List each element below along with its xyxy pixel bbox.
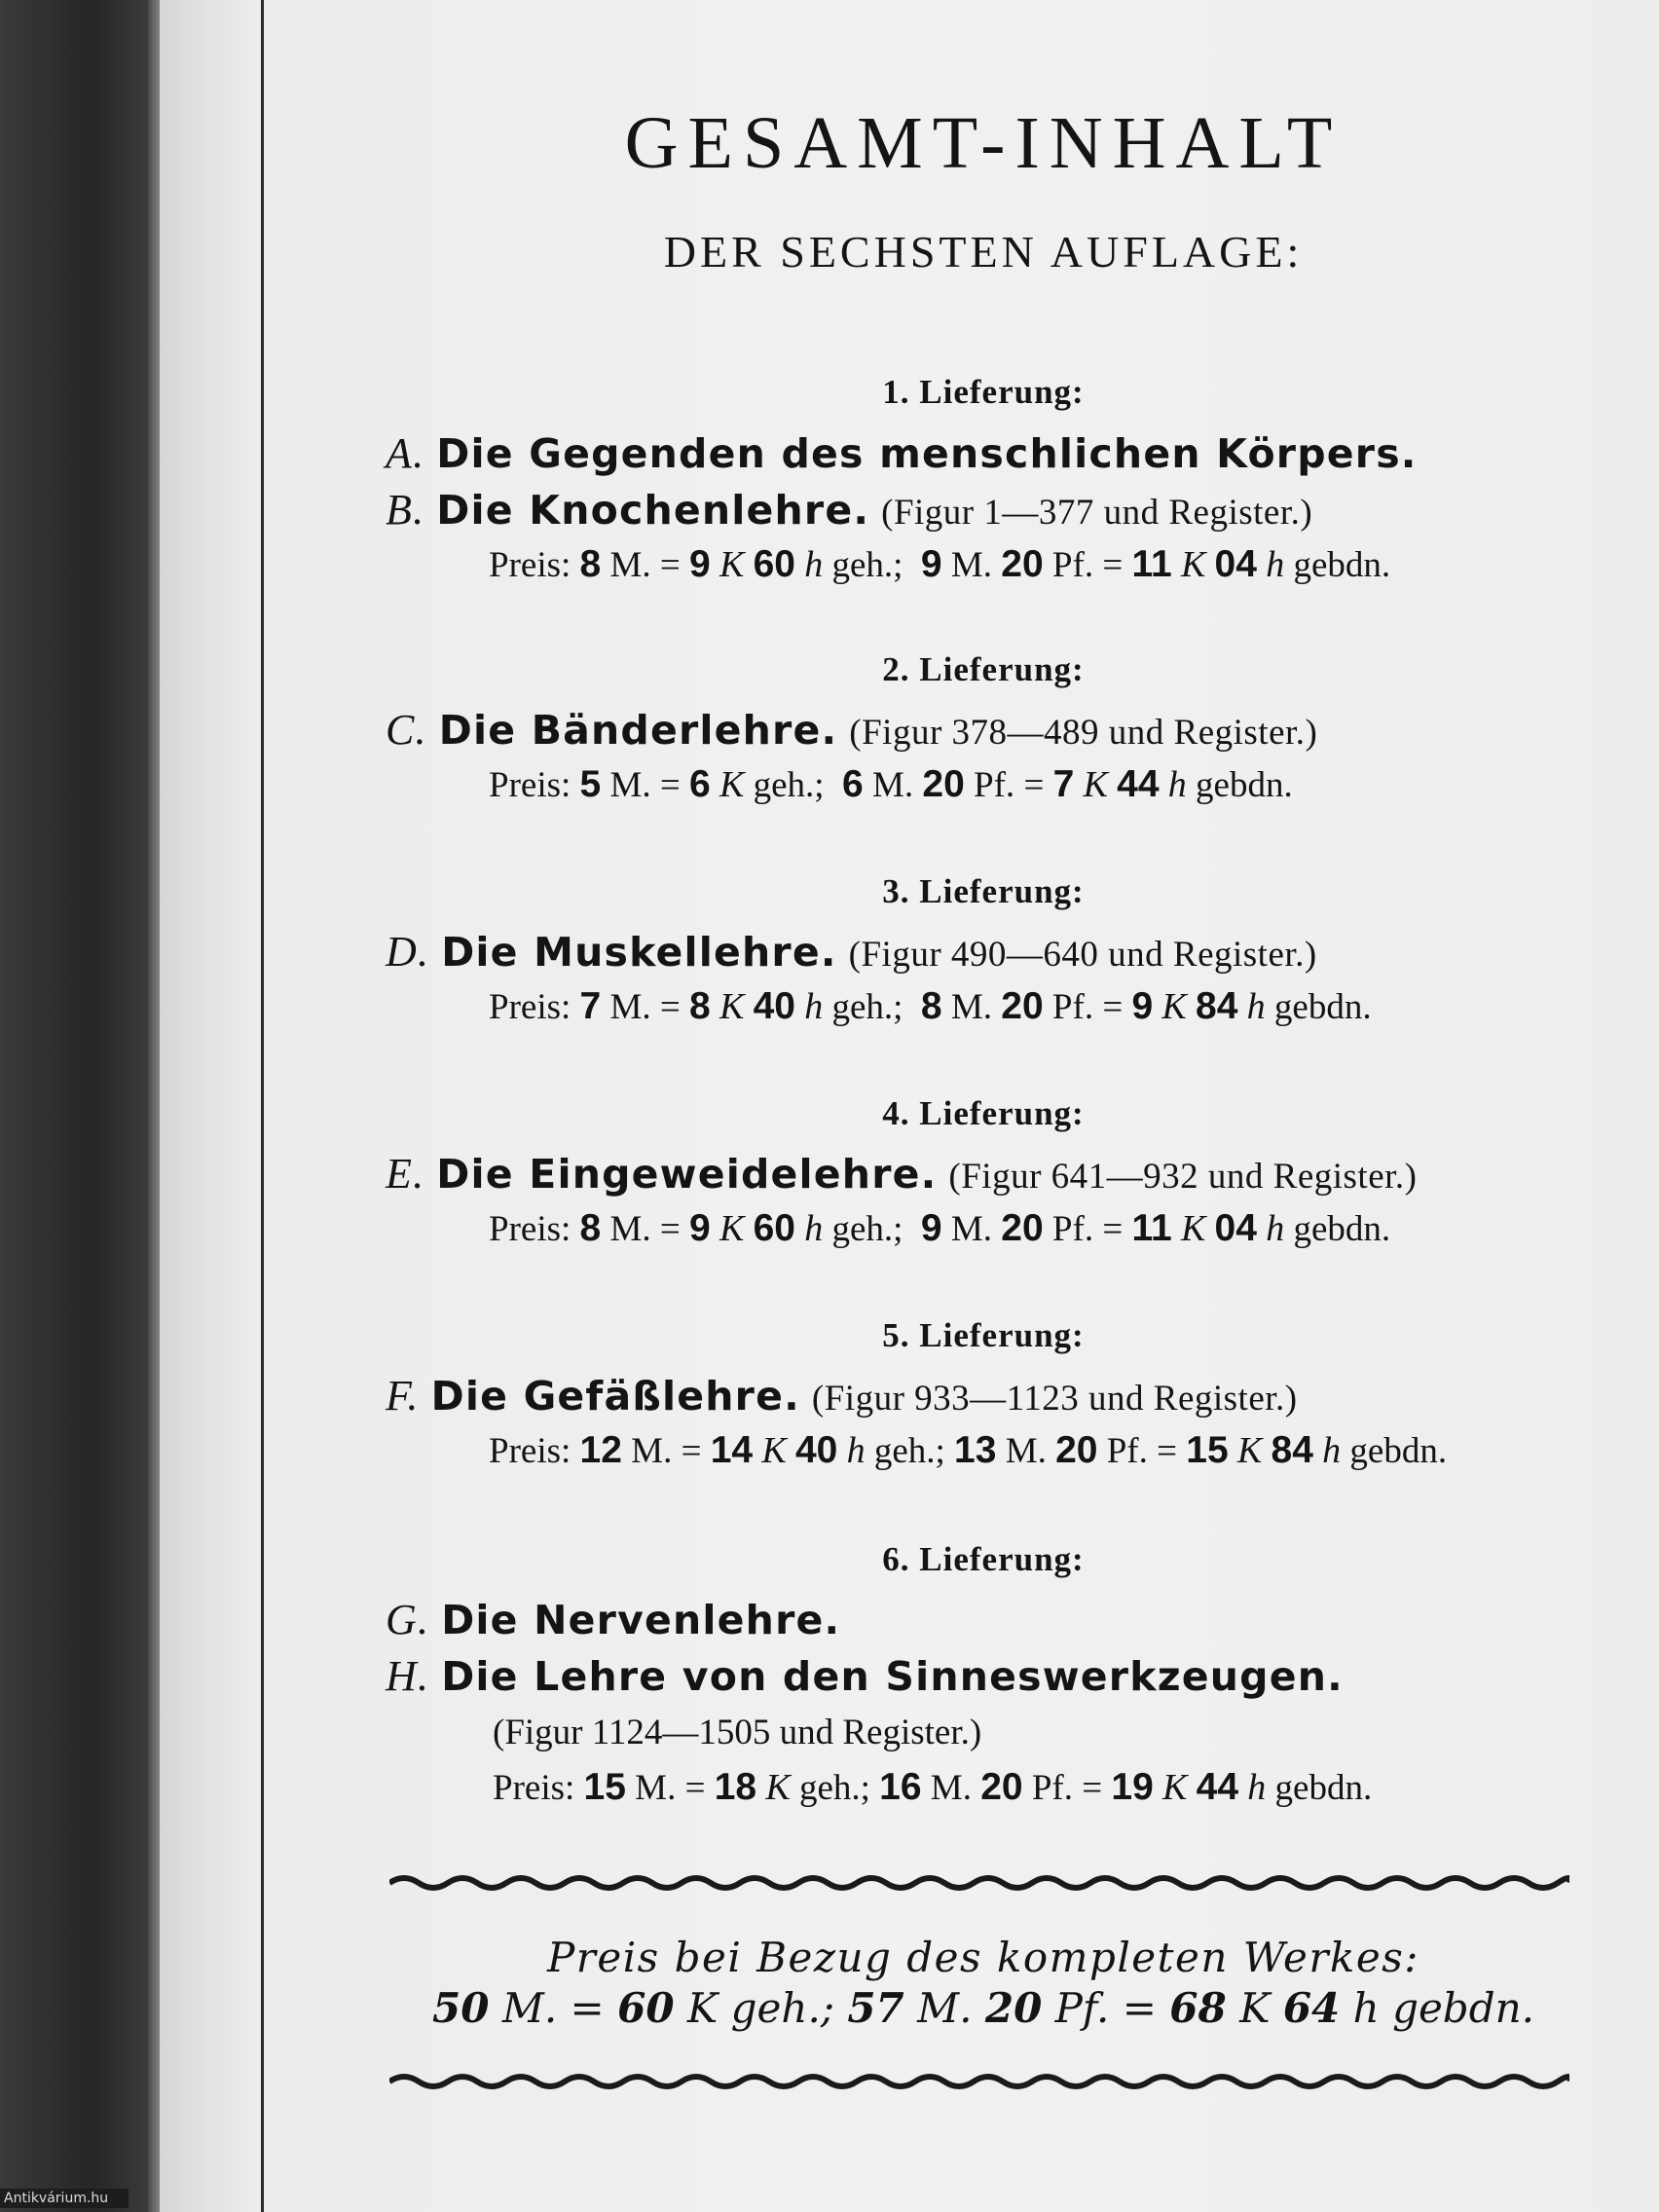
gebdn-label: gebdn. <box>1293 1209 1391 1249</box>
margin-rule <box>261 0 264 2212</box>
price-gebdn-k: 19 <box>1111 1766 1154 1808</box>
price-gebdn-h: 04 <box>1214 543 1257 585</box>
wavy-divider-top <box>389 1871 1569 1895</box>
price-label: Preis: <box>489 765 571 805</box>
unit-m: M. <box>609 765 651 805</box>
price-gebdn-h: 84 <box>1196 985 1238 1027</box>
entry-figur: (Figur 1—377 und Register.) <box>881 493 1313 533</box>
entry-letter: B. <box>386 486 425 534</box>
complete-gebdn-pf: 20 <box>984 1984 1043 2032</box>
entry-e <box>386 1149 1418 1198</box>
page-title: GESAMT-INHALT <box>624 102 1343 184</box>
unit-m: M. <box>609 545 651 585</box>
price-geh-m: 5 <box>579 763 602 805</box>
content <box>292 0 1626 2212</box>
lieferung-4-heading: 4. Lieferung: <box>882 1094 1085 1132</box>
unit-k: K <box>1162 1767 1188 1808</box>
price-gebdn-h: 04 <box>1214 1207 1257 1249</box>
gebdn-label: gebdn. <box>1196 765 1293 805</box>
equals: = <box>1157 1431 1178 1471</box>
price-gebdn-m: 9 <box>920 1207 942 1249</box>
unit-k: K <box>1161 986 1187 1027</box>
unit-k: K <box>719 544 745 585</box>
unit-pf: Pf. <box>1106 1431 1148 1471</box>
book-spine <box>0 0 154 2212</box>
geh-label: geh.; <box>873 1431 945 1471</box>
entry-letter: A. <box>386 429 425 477</box>
unit-k: K <box>1239 1984 1271 2032</box>
entry-title: Die Muskellehre. <box>441 929 837 976</box>
equals: = <box>1023 765 1045 805</box>
complete-price-title: Preis bei Bezug des kompleten Werkes: <box>547 1934 1419 1981</box>
unit-m: M. <box>950 987 993 1027</box>
entry-figur: (Figur 933—1123 und Register.) <box>811 1379 1298 1419</box>
price-geh-h: 40 <box>794 1429 838 1471</box>
equals: = <box>1102 545 1124 585</box>
price-line-3 <box>489 985 1372 1028</box>
equals: = <box>659 1209 681 1249</box>
entry-g <box>386 1595 840 1644</box>
geh-label: geh.; <box>831 987 903 1027</box>
entry-letter: F. <box>386 1372 420 1419</box>
geh-label: geh.; <box>753 765 825 805</box>
unit-m: M. <box>950 545 993 585</box>
unit-h: h <box>1167 764 1187 805</box>
equals: = <box>1102 987 1124 1027</box>
geh-label: geh.; <box>730 1984 834 2032</box>
equals: = <box>570 1984 605 2032</box>
price-line-6 <box>493 1766 1372 1809</box>
unit-pf: Pf. <box>1054 1984 1110 2032</box>
entry-figur: (Figur 1124—1505 und Register.) <box>493 1713 982 1752</box>
unit-k: K <box>1083 764 1108 805</box>
price-gebdn-k: 15 <box>1186 1429 1229 1471</box>
entry-title: Die Gegenden des menschlichen Körpers. <box>436 430 1418 477</box>
price-geh-k: 9 <box>689 1207 711 1249</box>
unit-h: h <box>1247 1767 1267 1808</box>
equals: = <box>1102 1209 1124 1249</box>
unit-k: K <box>765 1767 791 1808</box>
equals: = <box>659 545 681 585</box>
lieferung-5-heading: 5. Lieferung: <box>882 1316 1085 1354</box>
price-gebdn-pf: 20 <box>1055 1429 1098 1471</box>
unit-pf: Pf. <box>1051 545 1094 585</box>
unit-h: h <box>1246 986 1266 1027</box>
unit-k: K <box>1180 1208 1206 1249</box>
unit-k: K <box>719 986 745 1027</box>
entry-a <box>386 428 1418 478</box>
unit-h: h <box>1322 1430 1342 1471</box>
price-line-1 <box>489 543 1390 586</box>
unit-h: h <box>1352 1984 1380 2032</box>
unit-pf: Pf. <box>1031 1768 1073 1808</box>
lieferung-6-heading: 6. Lieferung: <box>882 1540 1085 1578</box>
price-gebdn-m: 6 <box>842 763 864 805</box>
entry-letter: G. <box>386 1596 430 1643</box>
equals: = <box>659 987 681 1027</box>
unit-h: h <box>804 986 824 1027</box>
price-geh-k: 18 <box>714 1766 757 1808</box>
entry-d <box>386 927 1317 977</box>
entry-f <box>386 1371 1298 1420</box>
price-geh-h: 60 <box>753 1207 795 1249</box>
price-geh-m: 15 <box>583 1766 626 1808</box>
entry-letter: D. <box>386 928 430 976</box>
watermark: Antikvárium.hu <box>0 2189 129 2208</box>
price-label: Preis: <box>489 987 571 1027</box>
unit-h: h <box>1266 544 1285 585</box>
complete-geh-k: 60 <box>617 1984 675 2032</box>
complete-gebdn-h: 64 <box>1282 1984 1341 2032</box>
unit-pf: Pf. <box>974 765 1015 805</box>
entry-figur: (Figur 378—489 und Register.) <box>849 713 1318 753</box>
unit-k: K <box>761 1430 787 1471</box>
price-gebdn-k: 9 <box>1131 985 1154 1027</box>
equals: = <box>1082 1768 1103 1808</box>
price-gebdn-h: 84 <box>1271 1429 1313 1471</box>
price-gebdn-pf: 20 <box>1001 1207 1044 1249</box>
wavy-divider-bottom <box>389 2070 1569 2093</box>
price-gebdn-k: 11 <box>1131 543 1172 585</box>
price-geh-m: 8 <box>579 1207 602 1249</box>
lieferung-1-heading: 1. Lieferung: <box>882 373 1085 411</box>
gebdn-label: gebdn. <box>1293 545 1391 585</box>
entry-title: Die Bänderlehre. <box>438 707 838 754</box>
entry-figur: (Figur 490—640 und Register.) <box>848 935 1317 975</box>
lieferung-3-heading: 3. Lieferung: <box>882 872 1085 910</box>
unit-m: M. <box>950 1209 993 1249</box>
unit-h: h <box>804 544 824 585</box>
unit-m: M. <box>930 1768 972 1808</box>
price-gebdn-m: 13 <box>954 1429 997 1471</box>
price-geh-h: 40 <box>753 985 795 1027</box>
price-gebdn-m: 8 <box>920 985 942 1027</box>
price-line-2 <box>489 763 1293 806</box>
complete-gebdn-k: 68 <box>1169 1984 1227 2032</box>
unit-m: M. <box>609 987 651 1027</box>
unit-m: M. <box>635 1768 677 1808</box>
unit-k: K <box>1236 1430 1263 1471</box>
unit-pf: Pf. <box>1051 987 1094 1027</box>
gebdn-label: gebdn. <box>1349 1431 1448 1471</box>
page-subtitle: DER SECHSTEN AUFLAGE: <box>663 227 1304 276</box>
entry-figur: (Figur 641—932 und Register.) <box>948 1157 1418 1197</box>
price-geh-k: 14 <box>710 1429 754 1471</box>
entry-title: Die Eingeweidelehre. <box>436 1151 938 1198</box>
gebdn-label: gebdn. <box>1274 1768 1373 1808</box>
price-geh-m: 12 <box>579 1429 622 1471</box>
price-label: Preis: <box>489 1209 571 1249</box>
price-geh-h: 60 <box>753 543 795 585</box>
unit-k: K <box>719 1208 745 1249</box>
price-gebdn-k: 7 <box>1052 763 1075 805</box>
price-gebdn-m: 16 <box>879 1766 922 1808</box>
entry-c <box>386 705 1317 755</box>
unit-k: K <box>1180 544 1206 585</box>
geh-label: geh.; <box>831 545 903 585</box>
price-geh-k: 6 <box>689 763 711 805</box>
price-geh-k: 8 <box>689 985 711 1027</box>
price-gebdn-pf: 20 <box>1001 985 1044 1027</box>
geh-label: geh.; <box>831 1209 903 1249</box>
price-gebdn-pf: 20 <box>980 1766 1023 1808</box>
entry-title: Die Knochenlehre. <box>436 487 870 534</box>
entry-title: Die Gefäßlehre. <box>430 1373 800 1419</box>
price-gebdn-pf: 20 <box>1001 543 1044 585</box>
price-label: Preis: <box>489 1431 571 1471</box>
unit-k: K <box>686 1984 719 2032</box>
equals: = <box>681 1431 702 1471</box>
price-line-5 <box>489 1429 1447 1472</box>
entry-b <box>386 485 1312 535</box>
price-gebdn-k: 11 <box>1131 1207 1172 1249</box>
entry-h <box>386 1651 1344 1701</box>
gebdn-label: gebdn. <box>1392 1984 1534 2032</box>
gebdn-label: gebdn. <box>1273 987 1372 1027</box>
price-line-4 <box>489 1207 1390 1250</box>
unit-m: M. <box>871 765 914 805</box>
complete-gebdn-m: 57 <box>847 1984 904 2032</box>
geh-label: geh.; <box>798 1768 870 1808</box>
complete-price-line <box>292 1984 1659 2032</box>
unit-m: M. <box>609 1209 651 1249</box>
price-gebdn-h: 44 <box>1117 763 1160 805</box>
equals: = <box>659 765 681 805</box>
unit-m: M. <box>917 1984 973 2032</box>
complete-geh-m: 50 <box>432 1984 490 2032</box>
price-gebdn-pf: 20 <box>922 763 965 805</box>
lieferung-2-heading: 2. Lieferung: <box>882 650 1085 688</box>
price-geh-k: 9 <box>689 543 711 585</box>
equals: = <box>684 1768 706 1808</box>
price-geh-m: 8 <box>579 543 602 585</box>
unit-pf: Pf. <box>1051 1209 1094 1249</box>
entry-title: Die Nervenlehre. <box>441 1597 841 1643</box>
entry-letter: H. <box>386 1652 430 1700</box>
unit-k: K <box>719 764 745 805</box>
price-gebdn-h: 44 <box>1196 1766 1239 1808</box>
entry-letter: E. <box>386 1150 425 1198</box>
unit-m: M. <box>631 1431 673 1471</box>
entry-title: Die Lehre von den Sinneswerkzeugen. <box>441 1653 1344 1700</box>
unit-h: h <box>846 1430 866 1471</box>
equals: = <box>1122 1984 1157 2032</box>
unit-m: M. <box>501 1984 558 2032</box>
price-gebdn-m: 9 <box>920 543 942 585</box>
unit-h: h <box>1266 1208 1285 1249</box>
unit-m: M. <box>1005 1431 1047 1471</box>
price-geh-m: 7 <box>579 985 602 1027</box>
price-label: Preis: <box>493 1768 575 1808</box>
entry-letter: C. <box>386 706 427 754</box>
unit-h: h <box>804 1208 824 1249</box>
price-label: Preis: <box>489 545 571 585</box>
